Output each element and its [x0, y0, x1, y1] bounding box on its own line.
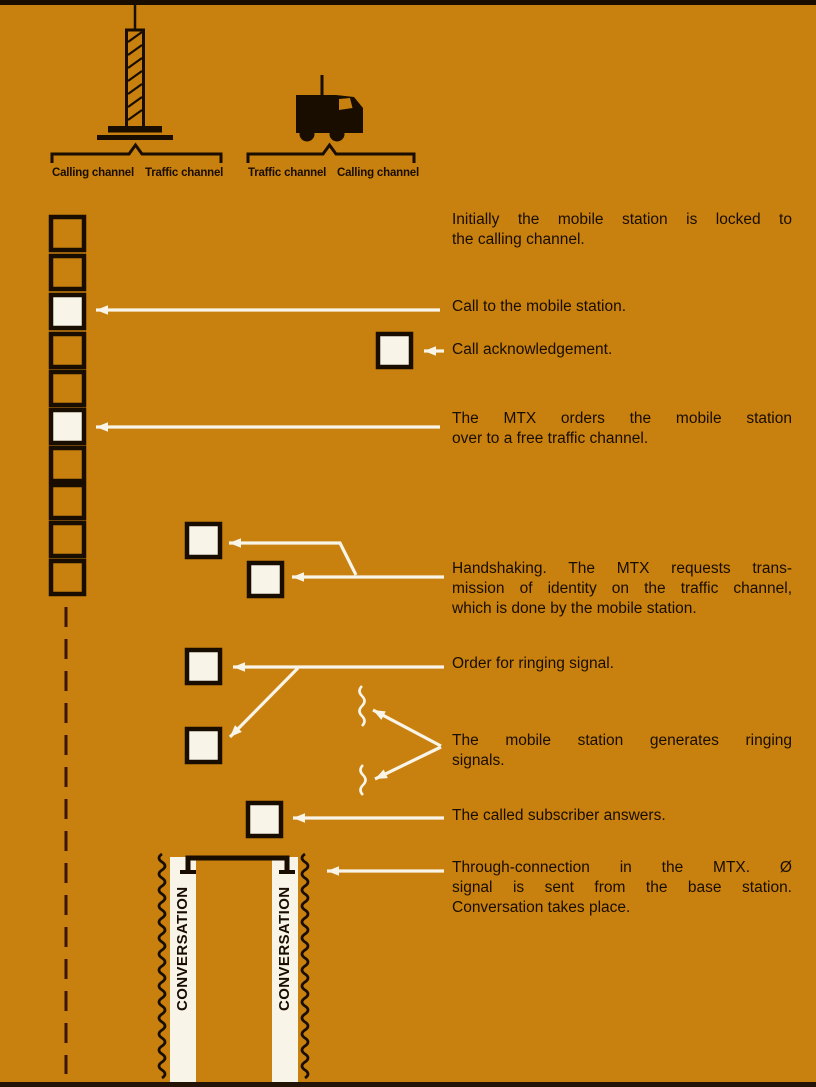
annotation-line: Order for ringing signal. — [452, 655, 614, 672]
annotation-through-connection — [452, 858, 792, 918]
conversation-text: CONVERSATION — [174, 886, 191, 1011]
signal-square — [51, 448, 84, 481]
annotation-handshaking — [452, 559, 792, 619]
signal-square — [51, 217, 84, 250]
base-station-channels-brace — [52, 145, 221, 163]
conversation-label-left — [170, 857, 196, 1082]
annotation-line: Handshaking. The MTX requests trans- — [452, 560, 792, 577]
signal-square-handshake-base — [187, 524, 220, 557]
ringing-squiggle-lower — [361, 765, 366, 795]
annotation-line: Through-connection in the MTX. Ø — [452, 859, 792, 876]
annotation-line: over to a free traffic channel. — [452, 430, 649, 447]
signal-square-ring-order — [187, 650, 220, 683]
arrow-ring-signal-lower — [375, 747, 441, 779]
wavy-line-left — [159, 854, 165, 1078]
annotation-line: the calling channel. — [452, 231, 585, 248]
top-edge-bar — [0, 0, 816, 5]
signal-square — [51, 334, 84, 367]
annotation-call — [452, 297, 792, 317]
annotation-ack — [452, 340, 792, 360]
annotation-ring-order — [452, 654, 792, 674]
mobile-calling-channel-label: Calling channel — [337, 167, 419, 179]
annotation-ring-generate — [452, 731, 792, 771]
mobile-station-channels-brace — [248, 145, 414, 163]
bottom-edge-bar — [0, 1082, 816, 1087]
annotation-line: which is done by the mobile station. — [452, 600, 697, 617]
radio-tower-icon — [97, 3, 173, 140]
arrow-ring-generate — [230, 668, 298, 737]
annotation-line: Initially the mobile station is locked to — [452, 211, 792, 228]
annotation-line: mission of identity on the traffic channel, — [452, 580, 792, 597]
annotation-line: The MTX orders the mobile station — [452, 410, 792, 427]
mobile-traffic-channel-label: Traffic channel — [248, 167, 327, 179]
annotation-line: signals. — [452, 752, 505, 769]
truck-icon — [296, 75, 363, 142]
annotation-line: The mobile station generates ringing — [452, 732, 792, 749]
ringing-squiggle-upper — [360, 686, 365, 726]
arrow-ring-signal-upper — [373, 710, 441, 746]
annotation-line: Call acknowledgement. — [452, 341, 613, 358]
signal-square-answer — [248, 803, 281, 836]
annotation-line: signal is sent from the base station. — [452, 879, 792, 896]
conversation-label-right — [272, 857, 298, 1082]
signal-square-ring-generate — [187, 729, 220, 762]
signal-square-handshake-mobile — [249, 563, 282, 596]
base-calling-channel-label: Calling channel — [52, 167, 134, 179]
signal-square-call-ack — [378, 334, 411, 367]
wavy-line-right — [302, 854, 308, 1078]
signal-square — [51, 256, 84, 289]
annotation-line: Conversation takes place. — [452, 899, 631, 916]
annotation-mtx-orders — [452, 409, 792, 449]
annotation-line: The called subscriber answers. — [452, 807, 666, 824]
annotation-locked — [452, 210, 792, 250]
base-traffic-channel-label: Traffic channel — [145, 167, 224, 179]
signal-square-call — [51, 295, 84, 328]
conversation-text: CONVERSATION — [276, 886, 293, 1011]
signal-square — [51, 372, 84, 405]
signal-square — [51, 485, 84, 518]
signal-square — [51, 523, 84, 556]
annotation-answer — [452, 806, 792, 826]
signal-square — [51, 561, 84, 594]
signal-square-mtx-order — [51, 410, 84, 443]
calling-channel-signal-column — [51, 217, 84, 594]
annotation-line: Call to the mobile station. — [452, 298, 627, 315]
